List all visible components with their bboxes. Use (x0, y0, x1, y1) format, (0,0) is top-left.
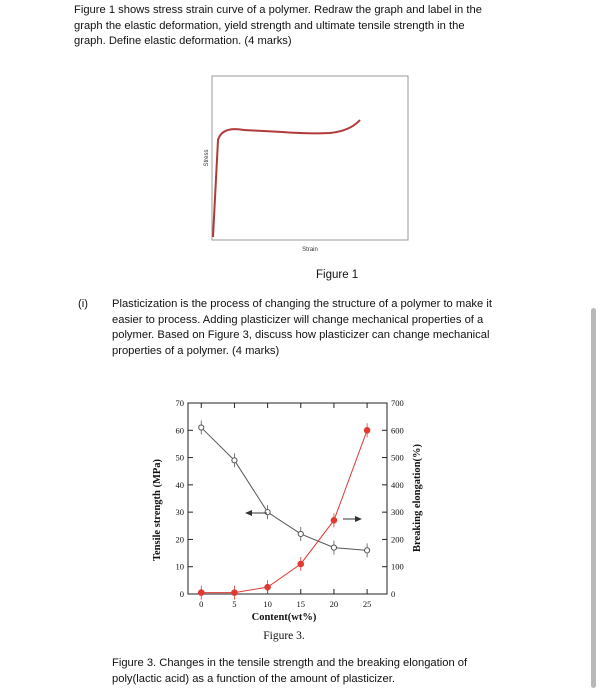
y-tick-label-right: 200 (391, 534, 404, 545)
question-item-number: (i) (78, 298, 88, 310)
tensile-strength-data-point (365, 548, 370, 553)
breaking-elongation-data-point (331, 518, 337, 524)
tensile-strength-series-line (201, 428, 367, 551)
y-tick-label-right: 100 (391, 561, 404, 572)
question-1-line: graph the elastic deformation, yield strength and ultimate tensile strength in the (74, 19, 465, 32)
y-tick-label-left: 60 (175, 425, 184, 436)
question-2-line: easier to process. Adding plasticizer will change mechanical properties of a (112, 313, 484, 326)
tensile-strength-data-point (265, 510, 270, 515)
y-tick-label-right: 600 (391, 425, 404, 436)
figure-1-y-axis-label: Stress (204, 149, 210, 167)
y-axis-label-left: Tensile strength (MPa) (152, 458, 163, 562)
figure-1-x-axis-label: Strain (302, 247, 318, 253)
breaking-elongation-data-point (298, 561, 304, 567)
breaking-elongation-data-point (198, 590, 204, 596)
figure-1-caption: Figure 1 (316, 269, 359, 281)
y-tick-label-right: 400 (391, 479, 404, 490)
right-arrow-head (355, 516, 362, 522)
question-2-line: Plasticization is the process of changing the structure of a polymer to make it (112, 298, 492, 310)
x-tick-label: 10 (263, 599, 272, 609)
figure-3-label: Figure 3. (263, 630, 305, 642)
y-tick-label-left: 30 (175, 507, 184, 518)
vertical-scrollbar[interactable] (591, 308, 596, 688)
breaking-elongation-series-line (201, 430, 367, 592)
figure-3-caption (112, 656, 512, 687)
question-2-line: polymer. Based on Figure 3, discuss how plasticizer can change mechanical (112, 329, 490, 342)
y-tick-label-left: 10 (175, 561, 184, 572)
y-axis-label-right: Breaking elongation(%) (412, 443, 423, 553)
question-1-line: Figure 1 shows stress strain curve of a polymer. Redraw the graph and label in the (74, 4, 482, 16)
figure-3-caption-line: poly(lactic acid) as a function of the amount of plasticizer. (112, 672, 395, 685)
y-tick-label-right: 500 (391, 452, 404, 463)
y-tick-label-right: 700 (391, 398, 404, 408)
left-arrow-head (245, 510, 252, 516)
question-1-line: graph. Define elastic deformation. (4 marks) (74, 35, 292, 48)
x-tick-label: 0 (199, 599, 204, 609)
breaking-elongation-data-point (265, 584, 271, 590)
tensile-strength-data-point (232, 458, 237, 463)
figure-3-caption-line: Figure 3. Changes in the tensile strength and the breaking elongation of (112, 657, 468, 669)
y-tick-label-left: 70 (175, 398, 184, 408)
x-tick-label: 5 (232, 599, 237, 609)
y-tick-label-left: 50 (175, 452, 184, 463)
breaking-elongation-data-point (364, 427, 370, 433)
breaking-elongation-data-point (232, 590, 238, 596)
tensile-strength-data-point (298, 531, 303, 536)
y-tick-label-right: 300 (391, 507, 404, 518)
tensile-strength-data-point (199, 425, 204, 430)
y-tick-label-left: 20 (175, 534, 184, 545)
x-tick-label: 20 (329, 599, 339, 609)
chart-plot-frame (188, 403, 387, 594)
y-tick-label-left: 0 (179, 589, 184, 599)
tensile-strength-data-point (331, 545, 336, 550)
x-tick-label: 15 (296, 599, 306, 609)
y-tick-label-left: 40 (175, 479, 184, 490)
x-tick-label: 25 (362, 599, 372, 609)
y-tick-label-right: 0 (391, 589, 396, 599)
x-axis-label: Content(wt%) (251, 612, 317, 623)
question-2-line: properties of a polymer. (4 marks) (112, 344, 280, 357)
